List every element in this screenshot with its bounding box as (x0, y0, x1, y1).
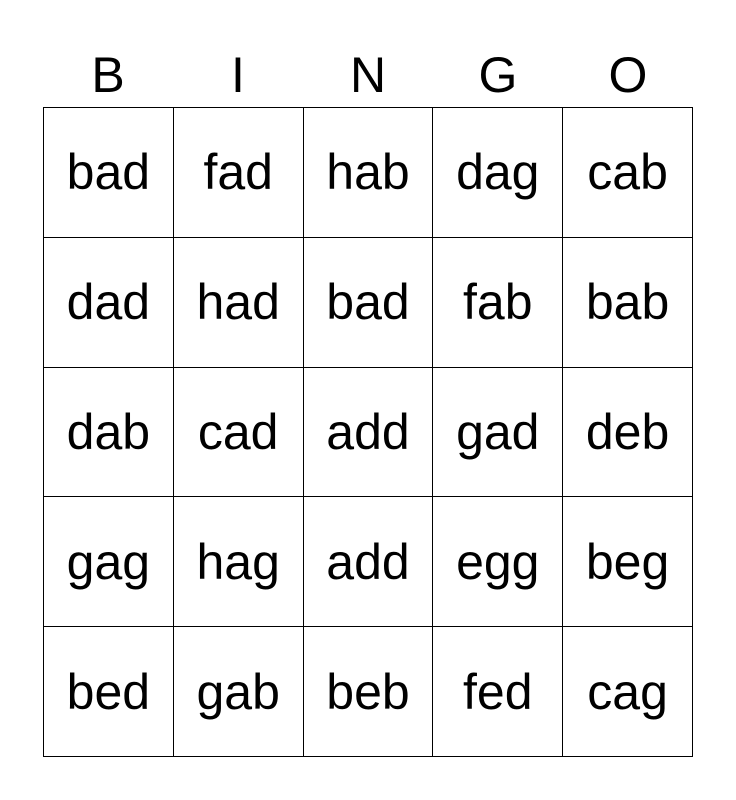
bingo-cell[interactable]: dag (433, 108, 563, 238)
bingo-cell[interactable]: bab (563, 238, 693, 368)
bingo-cell[interactable]: beg (563, 497, 693, 627)
bingo-cell[interactable]: beb (304, 627, 434, 757)
bingo-cell[interactable]: bad (304, 238, 434, 368)
bingo-cell[interactable]: gad (433, 368, 563, 498)
bingo-cell[interactable]: fab (433, 238, 563, 368)
header-letter-i: I (231, 47, 245, 103)
header-letter-g: G (478, 47, 518, 103)
bingo-cell[interactable]: had (174, 238, 304, 368)
bingo-cell[interactable]: bad (44, 108, 174, 238)
bingo-cell[interactable]: bed (44, 627, 174, 757)
bingo-cell[interactable]: add (304, 368, 434, 498)
bingo-cell[interactable]: deb (563, 368, 693, 498)
bingo-cell[interactable]: fed (433, 627, 563, 757)
bingo-cell[interactable]: cab (563, 108, 693, 238)
bingo-cell[interactable]: cad (174, 368, 304, 498)
bingo-cell[interactable]: cag (563, 627, 693, 757)
header-letter-b: B (91, 47, 125, 103)
bingo-cell[interactable]: gab (174, 627, 304, 757)
header-letter-o: O (608, 47, 648, 103)
bingo-cell[interactable]: fad (174, 108, 304, 238)
bingo-header (43, 44, 693, 106)
bingo-cell[interactable]: dad (44, 238, 174, 368)
bingo-cell[interactable]: hag (174, 497, 304, 627)
bingo-cell[interactable]: add (304, 497, 434, 627)
bingo-cell[interactable]: gag (44, 497, 174, 627)
bingo-card-grid (43, 107, 693, 757)
header-letter-n: N (349, 47, 387, 103)
bingo-cell[interactable]: dab (44, 368, 174, 498)
bingo-cell[interactable]: hab (304, 108, 434, 238)
bingo-cell[interactable]: egg (433, 497, 563, 627)
